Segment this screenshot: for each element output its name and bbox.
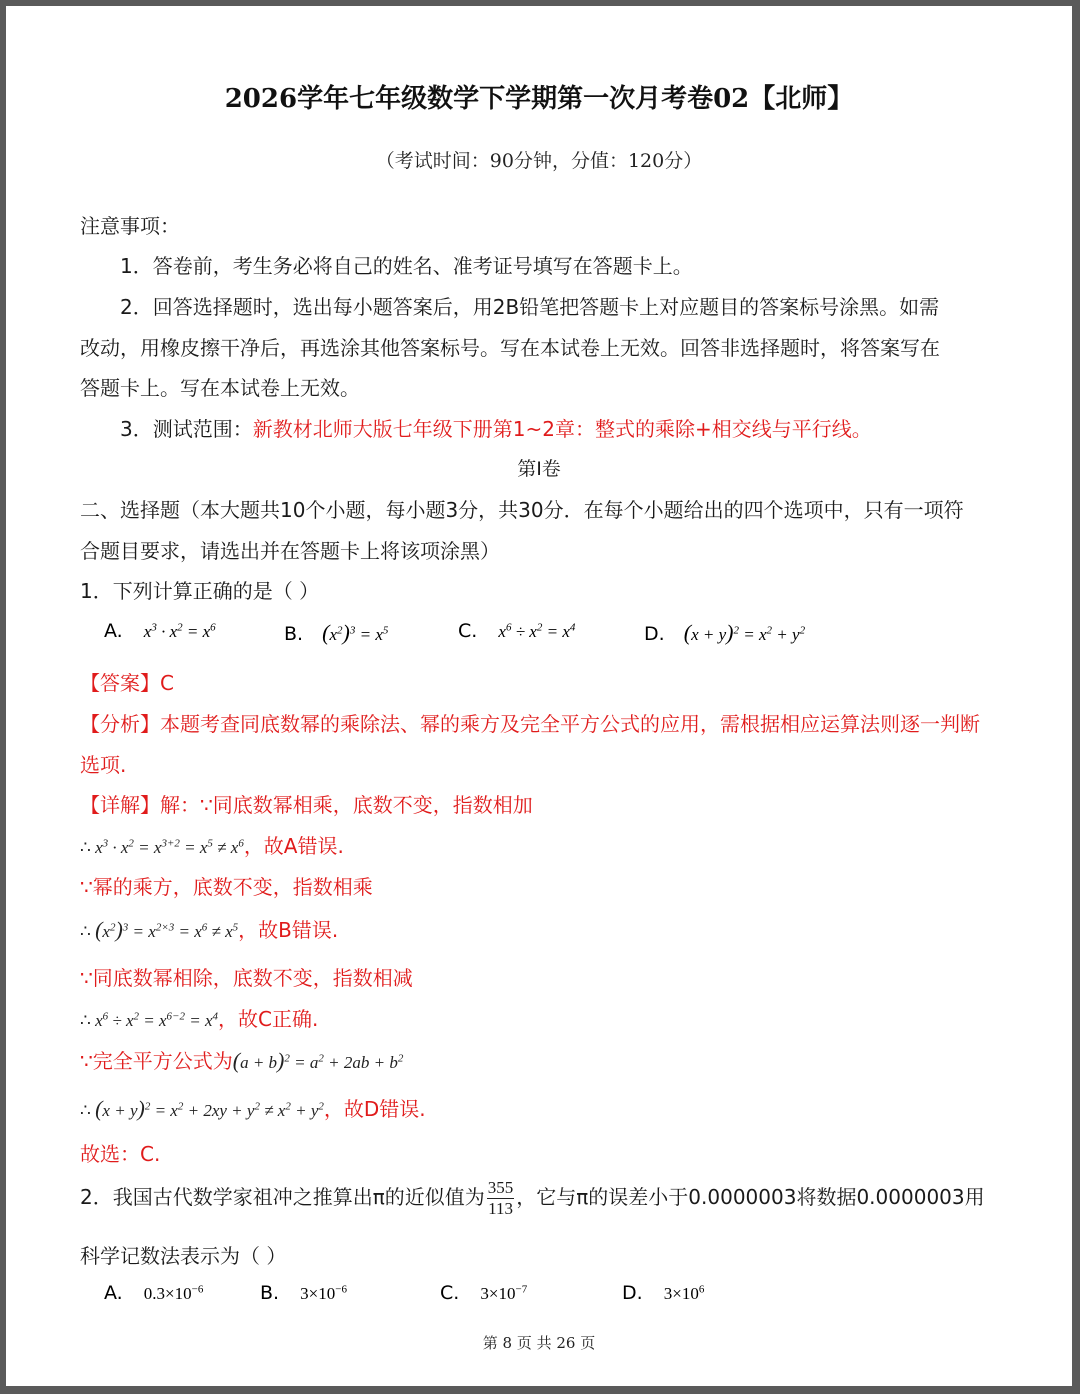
q1-answer: 【答案】C bbox=[80, 671, 174, 695]
q1-option-a-formula: $x^3 \cdot x^2 = x^6$ bbox=[143, 621, 216, 641]
question-2-stem bbox=[80, 1178, 985, 1219]
notice-item-2-line-1: 2．回答选择题时，选出每小题答案后，用2B铅笔把答题卡上对应题目的答案标号涂黑。如需 bbox=[120, 295, 940, 319]
q1-detail-line-3: ∵幂的乘方，底数不变，指数相乘 bbox=[80, 875, 373, 899]
q2-option-d-label: D. bbox=[622, 1282, 643, 1304]
q1-detail-line-5: ∵同底数幂相除，底数不变，指数相减 bbox=[80, 966, 413, 990]
q1-analysis-line-1: 【分析】本题考查同底数幂的乘除法、幂的乘方及完全平方公式的应用，需根据相应运算法则逐一判断 bbox=[80, 712, 980, 736]
q1-option-d-formula: $(x + y)^2 = x^2 + y^2$ bbox=[683, 620, 806, 645]
q1-step-c: ∴ $x^6 \div x^2 = x^{6-2} = x^4$，故C正确. bbox=[80, 1007, 319, 1031]
q2-stem-part-2: ，它与π的误差小于0.0000003将数据0.0000003用 bbox=[516, 1185, 985, 1209]
q1-conclusion: 故选：C. bbox=[80, 1142, 161, 1166]
q2-option-b-formula: $3\times 10^{-6}$ bbox=[300, 1283, 347, 1303]
q1-detail-line-7-prefix: ∵完全平方公式为 bbox=[80, 1049, 233, 1073]
q1-step-c-note: ，故C正确. bbox=[218, 1007, 319, 1031]
q1-step-a-formula: $x^3 \cdot x^2 = x^{3+2} = x^5 \ne x^6$ bbox=[95, 837, 244, 857]
q2-option-a bbox=[104, 1282, 203, 1304]
q1-option-a bbox=[104, 620, 216, 642]
q1-option-d-label: D. bbox=[644, 623, 665, 645]
notice-heading: 注意事项： bbox=[80, 214, 180, 238]
q2-option-b bbox=[260, 1282, 347, 1304]
q1-step-a-note: ，故A错误. bbox=[243, 834, 344, 858]
notice-item-3-prefix: 3．测试范围： bbox=[120, 417, 253, 441]
q2-stem-part-1: 2．我国古代数学家祖冲之推算出π的近似值为 bbox=[80, 1185, 485, 1209]
q1-step-b-note: ，故B错误. bbox=[238, 918, 339, 942]
q1-detail-line-7 bbox=[80, 1045, 403, 1074]
notice-item-2-line-3: 答题卡上。写在本试卷上无效。 bbox=[80, 376, 360, 400]
q1-option-a-label: A. bbox=[104, 620, 123, 642]
exam-title: 2026学年七年级数学下学期第一次月考卷02【北师】 bbox=[224, 84, 854, 114]
q2-fraction-numerator: 355 bbox=[487, 1178, 514, 1197]
q1-option-d bbox=[644, 620, 805, 646]
notice-item-3 bbox=[120, 413, 872, 442]
q1-option-c bbox=[458, 620, 575, 642]
q1-option-b-formula: $(x^2)^3 = x^5$ bbox=[322, 620, 389, 645]
q1-step-b-formula: $(x^2)^3 = x^{2\times 3} = x^6 \ne x^5$ bbox=[95, 917, 239, 942]
q1-step-c-formula: $x^6 \div x^2 = x^{6-2} = x^4$ bbox=[95, 1010, 219, 1030]
q2-option-c-formula: $3\times 10^{-7}$ bbox=[480, 1283, 528, 1303]
q1-detail-line-1: 【详解】解：∵同底数幂相乘，底数不变，指数相加 bbox=[80, 793, 533, 817]
q2-option-a-label: A. bbox=[104, 1282, 123, 1304]
q1-step-b: ∴ $(x^2)^3 = x^{2\times 3} = x^6 \ne x^5$，故B错误. bbox=[80, 917, 339, 942]
exam-subtitle: （考试时间：90分钟，分值：120分） bbox=[375, 150, 703, 172]
q1-step-d-formula: $(x + y)^2 = x^2 + 2xy + y^2 \ne x^2 + y^2$ bbox=[95, 1096, 324, 1121]
question-2-stem-line-2: 科学记数法表示为（ ） bbox=[80, 1244, 287, 1268]
q2-fraction bbox=[487, 1178, 515, 1219]
section-heading-line-2: 合题目要求，请选出并在答题卡上将该项涂黑） bbox=[80, 539, 500, 563]
q1-step-d-note: ，故D错误. bbox=[323, 1097, 426, 1121]
q1-step-a: ∴ $x^3 \cdot x^2 = x^{3+2} = x^5 \ne x^6$，故A错误. bbox=[80, 834, 344, 858]
q1-option-b-label: B. bbox=[284, 623, 304, 645]
notice-item-3-scope: 新教材北师大版七年级下册第1~2章：整式的乘除+相交线与平行线。 bbox=[252, 417, 872, 441]
notice-item-2-line-2: 改动，用橡皮擦干净后，再选涂其他答案标号。写在本试卷上无效。回答非选择题时，将答案写在 bbox=[80, 336, 940, 360]
q1-analysis-line-2: 选项. bbox=[80, 753, 127, 777]
document-page bbox=[6, 6, 1072, 1386]
q2-option-b-label: B. bbox=[260, 1282, 280, 1304]
q1-option-c-label: C. bbox=[458, 620, 478, 642]
notice-item-1: 1．答卷前，考生务必将自己的姓名、准考证号填写在答题卡上。 bbox=[120, 254, 693, 278]
question-1-stem: 1．下列计算正确的是（ ） bbox=[80, 579, 320, 603]
q1-option-b bbox=[284, 620, 388, 646]
section-heading-line-1: 二、选择题（本大题共10个小题，每小题3分，共30分．在每个小题给出的四个选项中，只有一项符 bbox=[80, 498, 964, 522]
q1-option-c-formula: $x^6 \div x^2 = x^4$ bbox=[498, 621, 576, 641]
page-footer: 第 8 页 共 26 页 bbox=[482, 1334, 596, 1352]
volume-label: 第Ⅰ卷 bbox=[517, 458, 561, 480]
q2-option-c bbox=[440, 1282, 527, 1304]
q2-option-d bbox=[622, 1282, 704, 1304]
q1-step-d: ∴ $(x + y)^2 = x^2 + 2xy + y^2 \ne x^2 + y^2$，故D错误. bbox=[80, 1096, 426, 1121]
q1-square-formula: $(a + b)^2 = a^2 + 2ab + b^2$ bbox=[232, 1048, 404, 1073]
q2-option-d-formula: $3\times 10^6$ bbox=[663, 1283, 705, 1303]
q2-fraction-denominator: 113 bbox=[488, 1199, 513, 1218]
q2-option-c-label: C. bbox=[440, 1282, 460, 1304]
q2-option-a-formula: $0.3\times 10^{-6}$ bbox=[143, 1283, 204, 1303]
